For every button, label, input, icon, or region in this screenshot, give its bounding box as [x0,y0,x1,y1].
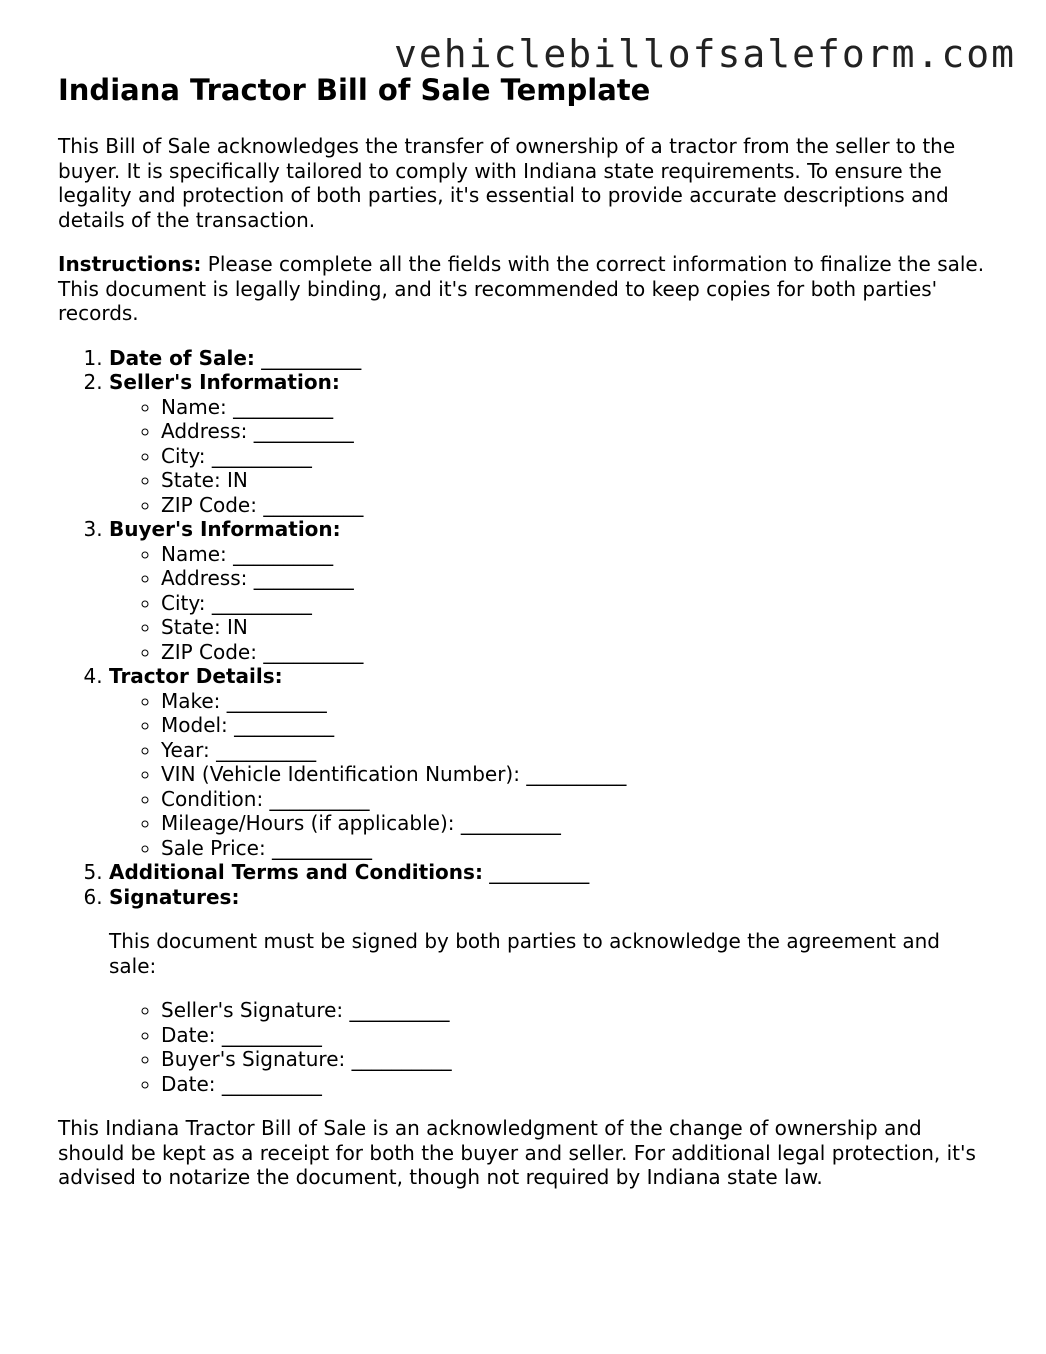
buyer-signature-date-field: ◦ Date: __________ [161,1072,988,1097]
buyer-city-field: ◦ City: __________ [161,591,988,616]
seller-fields-list [109,395,988,518]
tractor-mileage-field: ◦ Mileage/Hours (if applicable): __________ [161,811,988,836]
buyer-address-field: ◦ Address: __________ [161,566,988,591]
buyer-signature-field: ◦ Buyer's Signature: __________ [161,1047,988,1072]
watermark-text: vehiclebillofsaleform.com [394,32,1016,76]
instructions-paragraph [58,252,988,326]
seller-state-field: ◦ State: IN [161,468,988,493]
document-title: Indiana Tractor Bill of Sale Template [58,73,651,107]
closing-paragraph: This Indiana Tractor Bill of Sale is an acknowledgment of the change of ownership and should be kept as a receipt for both the buyer and seller. For additional legal protection, it's advised to notarize the document, though not required by Indiana state law. [58,1116,976,1189]
signatures-note: This document must be signed by both parties to acknowledge the agreement and sale: [109,929,940,978]
tractor-details-label: Tractor Details: [109,664,283,688]
instructions-text: Please complete all the fields with the correct information to finalize the sale. This document is legally binding, and it's recommended to keep copies for both parties' records. [58,252,985,325]
buyer-zip-field: ◦ ZIP Code: __________ [161,640,988,665]
seller-name-field: ◦ Name: __________ [161,395,988,420]
tractor-condition-field: ◦ Condition: __________ [161,787,988,812]
tractor-vin-field: ◦ VIN (Vehicle Identification Number): __________ [161,762,988,787]
date-of-sale-blank: __________ [254,345,362,370]
intro-paragraph: This Bill of Sale acknowledges the transfer of ownership of a tractor from the seller to the buyer. It is specifically tailored to comply with Indiana state requirements. To ensure the legality and protection of both parties, it's essential to provide accurate descriptions and details of the transaction. [58,134,956,232]
buyer-name-field: ◦ Name: __________ [161,542,988,567]
section-buyer-information [109,517,988,664]
seller-address-field: ◦ Address: __________ [161,419,988,444]
additional-terms-label: Additional Terms and Conditions: [109,860,483,884]
signature-fields-list [109,998,988,1096]
tractor-model-field: ◦ Model: __________ [161,713,988,738]
instructions-label: Instructions: [58,252,202,276]
tractor-fields-list [109,689,988,861]
date-of-sale-label: Date of Sale: [109,345,255,370]
tractor-sale-price-field: ◦ Sale Price: __________ [161,836,988,861]
section-seller-information [109,370,988,517]
section-signatures [109,885,988,1097]
seller-information-label: Seller's Information: [109,370,340,394]
sections-list [58,346,988,1097]
buyer-state-field: ◦ State: IN [161,615,988,640]
tractor-make-field: ◦ Make: __________ [161,689,988,714]
buyer-information-label: Buyer's Information: [109,517,341,541]
additional-terms-blank: __________ [482,860,590,884]
section-additional-terms [109,860,988,885]
seller-signature-field: ◦ Seller's Signature: __________ [161,998,988,1023]
buyer-fields-list [109,542,988,665]
section-tractor-details [109,664,988,860]
seller-zip-field: ◦ ZIP Code: __________ [161,493,988,518]
document-page [58,70,988,1190]
signatures-label: Signatures: [109,884,240,909]
seller-signature-date-field: ◦ Date: __________ [161,1023,988,1048]
seller-city-field: ◦ City: __________ [161,444,988,469]
section-date-of-sale [109,346,988,371]
tractor-year-field: ◦ Year: __________ [161,738,988,763]
